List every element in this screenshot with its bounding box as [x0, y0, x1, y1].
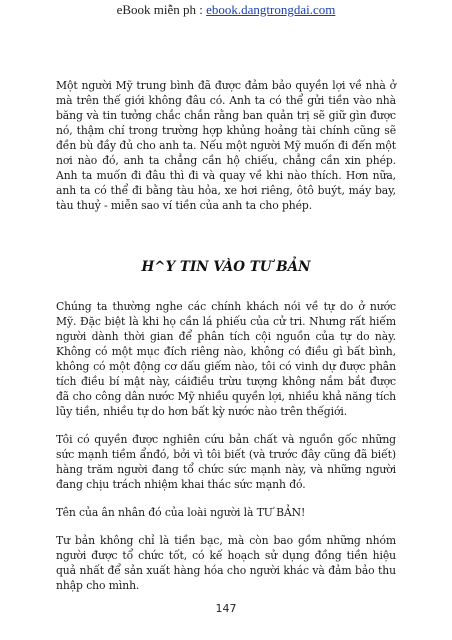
page-body	[56, 78, 396, 593]
page-number: 147	[215, 602, 237, 615]
page-header	[0, 2, 452, 18]
paragraph: Một người Mỹ trung bình đã được đảm bảo quyền lợi về nhà ở mà trên thế giới không đâu có. Anh ta có thể gửi tiền vào nhà băng và tin tưởng chắc chắn rằng ban quản trị sẽ giữ gìn được nó, thậm chí trong trường hợp khủng hoảng tài chính cũng sẽ đền bù đầy đủ cho anh ta. Nếu một người Mỹ muốn đi đến một nơi nào đó, anh ta chẳng cần hộ chiếu, chẳng cần xin phép. Anh ta muốn đi đâu thì đi và quay về khi nào thích. Hơn nữa, anh ta có thể đi bằng tàu hỏa, xe hơi riêng, ôtô buýt, máy bay, tàu thuỷ - miễn sao ví tiền của anh ta cho phép.	[56, 79, 396, 212]
section-heading: H^Y TIN VÀO TƯ BẢN	[141, 259, 311, 275]
paragraph: Tư bản không chỉ là tiền bạc, mà còn bao gồm những nhóm người được tổ chức tốt, có kế hoạch sử dụng đồng tiền hiệu quả nhất để sản xuất hàng hóa cho người khác và đảm bảo thu nhập cho mình.	[56, 534, 396, 592]
paragraph: Chúng ta thường nghe các chính khách nói về tự do ở nước Mỹ. Đặc biệt là khi họ cần lá phiếu của cử tri. Nhưng rất hiếm người dành thời gian để phân tích cội nguồn của tự do này. Không có một mục đích riêng nào, không có điều gì bất bình, không có một động cơ dấu giếm nào, tôi có vinh dự được phân tích điều bí mật này, cáiđiều trừu tượng không nắm bắt được đã cho công dân nước Mỹ nhiều quyền lợi, nhiều khả năng tích lũy tiền, nhiều tự do hơn bất kỳ nước nào trên thếgiới.	[56, 300, 396, 418]
paragraph: Tôi có quyền được nghiên cứu bản chất và nguồn gốc những sức mạnh tiềm ẩnđó, bởi vì tôi biết (và trước đây cũng đã biết) hàng trăm người đang tổ chức sức mạnh này, và những người đang chịu trách nhiệm khai thác sức mạnh đó.	[56, 433, 396, 491]
header-link[interactable]: ebook.dangtrongdai.com	[206, 2, 336, 17]
header-prefix: eBook miễn ph :	[116, 2, 207, 17]
paragraph: Tên của ân nhân đó của loài người là TƯ BẢN!	[56, 506, 306, 519]
